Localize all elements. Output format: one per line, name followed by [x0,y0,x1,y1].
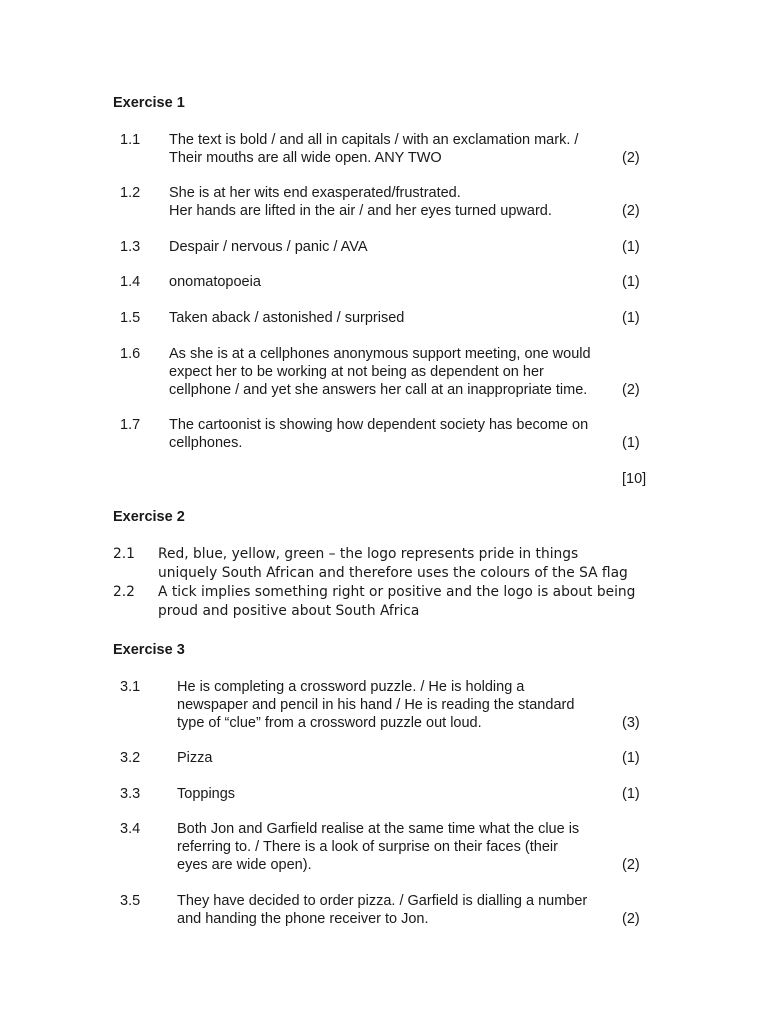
answer-1-2 [120,184,660,224]
answer-number: 3.4 [120,821,141,837]
answer-text-line: As she is at a cellphones anonymous support meeting, one would [169,346,591,362]
answer-text-line: Her hands are lifted in the air / and her eyes turned upward. [169,203,552,219]
mark-allocation: (3) [622,715,640,731]
answer-text-line: newspaper and pencil in his hand / He is reading the standard [177,697,575,713]
answer-number: 1.4 [120,274,141,290]
mark-allocation: (2) [622,857,640,873]
answer-1-6 [120,345,660,403]
mark-allocation: (2) [622,382,640,398]
answer-1-5 [120,309,660,329]
answer-3-1 [120,678,660,736]
exercise-2-heading: Exercise 2 [113,509,185,525]
answer-text-line: referring to. / There is a look of surprise on their faces (their [177,839,558,855]
mark-allocation: (1) [622,239,640,255]
answer-text-line: and handing the phone receiver to Jon. [177,911,429,927]
mark-allocation: (1) [622,310,640,326]
answer-text-line: He is completing a crossword puzzle. / He is holding a [177,679,525,695]
mark-allocation: (2) [622,911,640,927]
answer-number: 1.2 [120,185,141,201]
exercise-1-total: [10] [622,471,647,487]
answer-text-line: A tick implies something right or positive and the logo is about being [158,584,636,600]
answer-number: 1.3 [120,239,141,255]
answer-text-line: expect her to be working at not being as dependent on her [169,364,544,380]
answer-2-2 [113,583,673,623]
mark-allocation: (1) [622,435,640,451]
exercise-3-heading: Exercise 3 [113,642,185,658]
answer-text-line: cellphone / and yet she answers her call at an inappropriate time. [169,382,588,398]
answer-text-line: cellphones. [169,435,243,451]
answer-text-line: The cartoonist is showing how dependent society has become on [169,417,589,433]
answer-text-line: She is at her wits end exasperated/frustrated. [169,185,461,201]
mark-allocation: (1) [622,786,640,802]
answer-1-4 [120,273,660,293]
answer-number: 3.2 [120,750,141,766]
exercise-1-heading: Exercise 1 [113,95,185,111]
mark-allocation: (1) [622,750,640,766]
answer-3-5 [120,892,660,932]
mark-allocation: (1) [622,274,640,290]
answer-3-2 [120,749,660,769]
answer-2-1 [113,545,673,585]
answer-number: 3.3 [120,786,141,802]
answer-text-line: Toppings [177,786,236,802]
mark-allocation: (2) [622,203,640,219]
mark-allocation: (2) [622,150,640,166]
answer-text-line: Taken aback / astonished / surprised [169,310,405,326]
answer-number: 3.5 [120,893,141,909]
answer-3-3 [120,785,660,805]
answer-text-line: The text is bold / and all in capitals / with an exclamation mark. / [169,132,579,148]
answer-1-1 [120,131,660,171]
answer-1-7 [120,416,660,456]
answer-text-line: uniquely South African and therefore uses the colours of the SA flag [158,565,628,581]
answer-number: 1.1 [120,132,141,148]
answer-1-3 [120,238,660,258]
answer-text-line: Red, blue, yellow, green – the logo represents pride in things [158,546,579,562]
answer-text-line: onomatopoeia [169,274,261,290]
answer-text-line: Despair / nervous / panic / AVA [169,239,368,255]
answer-text-line: Pizza [177,750,213,766]
answer-number: 3.1 [120,679,141,695]
answer-text-line: They have decided to order pizza. / Garfield is dialling a number [177,893,588,909]
answer-number: 2.2 [113,584,135,600]
answer-text-line: type of “clue” from a crossword puzzle out loud. [177,715,482,731]
answer-text-line: Their mouths are all wide open. ANY TWO [169,150,442,166]
answer-number: 1.6 [120,346,141,362]
answer-3-4 [120,820,660,878]
answer-text-line: proud and positive about South Africa [158,603,420,619]
answer-text-line: Both Jon and Garfield realise at the same time what the clue is [177,821,580,837]
answer-number: 2.1 [113,546,135,562]
answer-text-line: eyes are wide open). [177,857,312,873]
answer-number: 1.7 [120,417,141,433]
answer-number: 1.5 [120,310,141,326]
